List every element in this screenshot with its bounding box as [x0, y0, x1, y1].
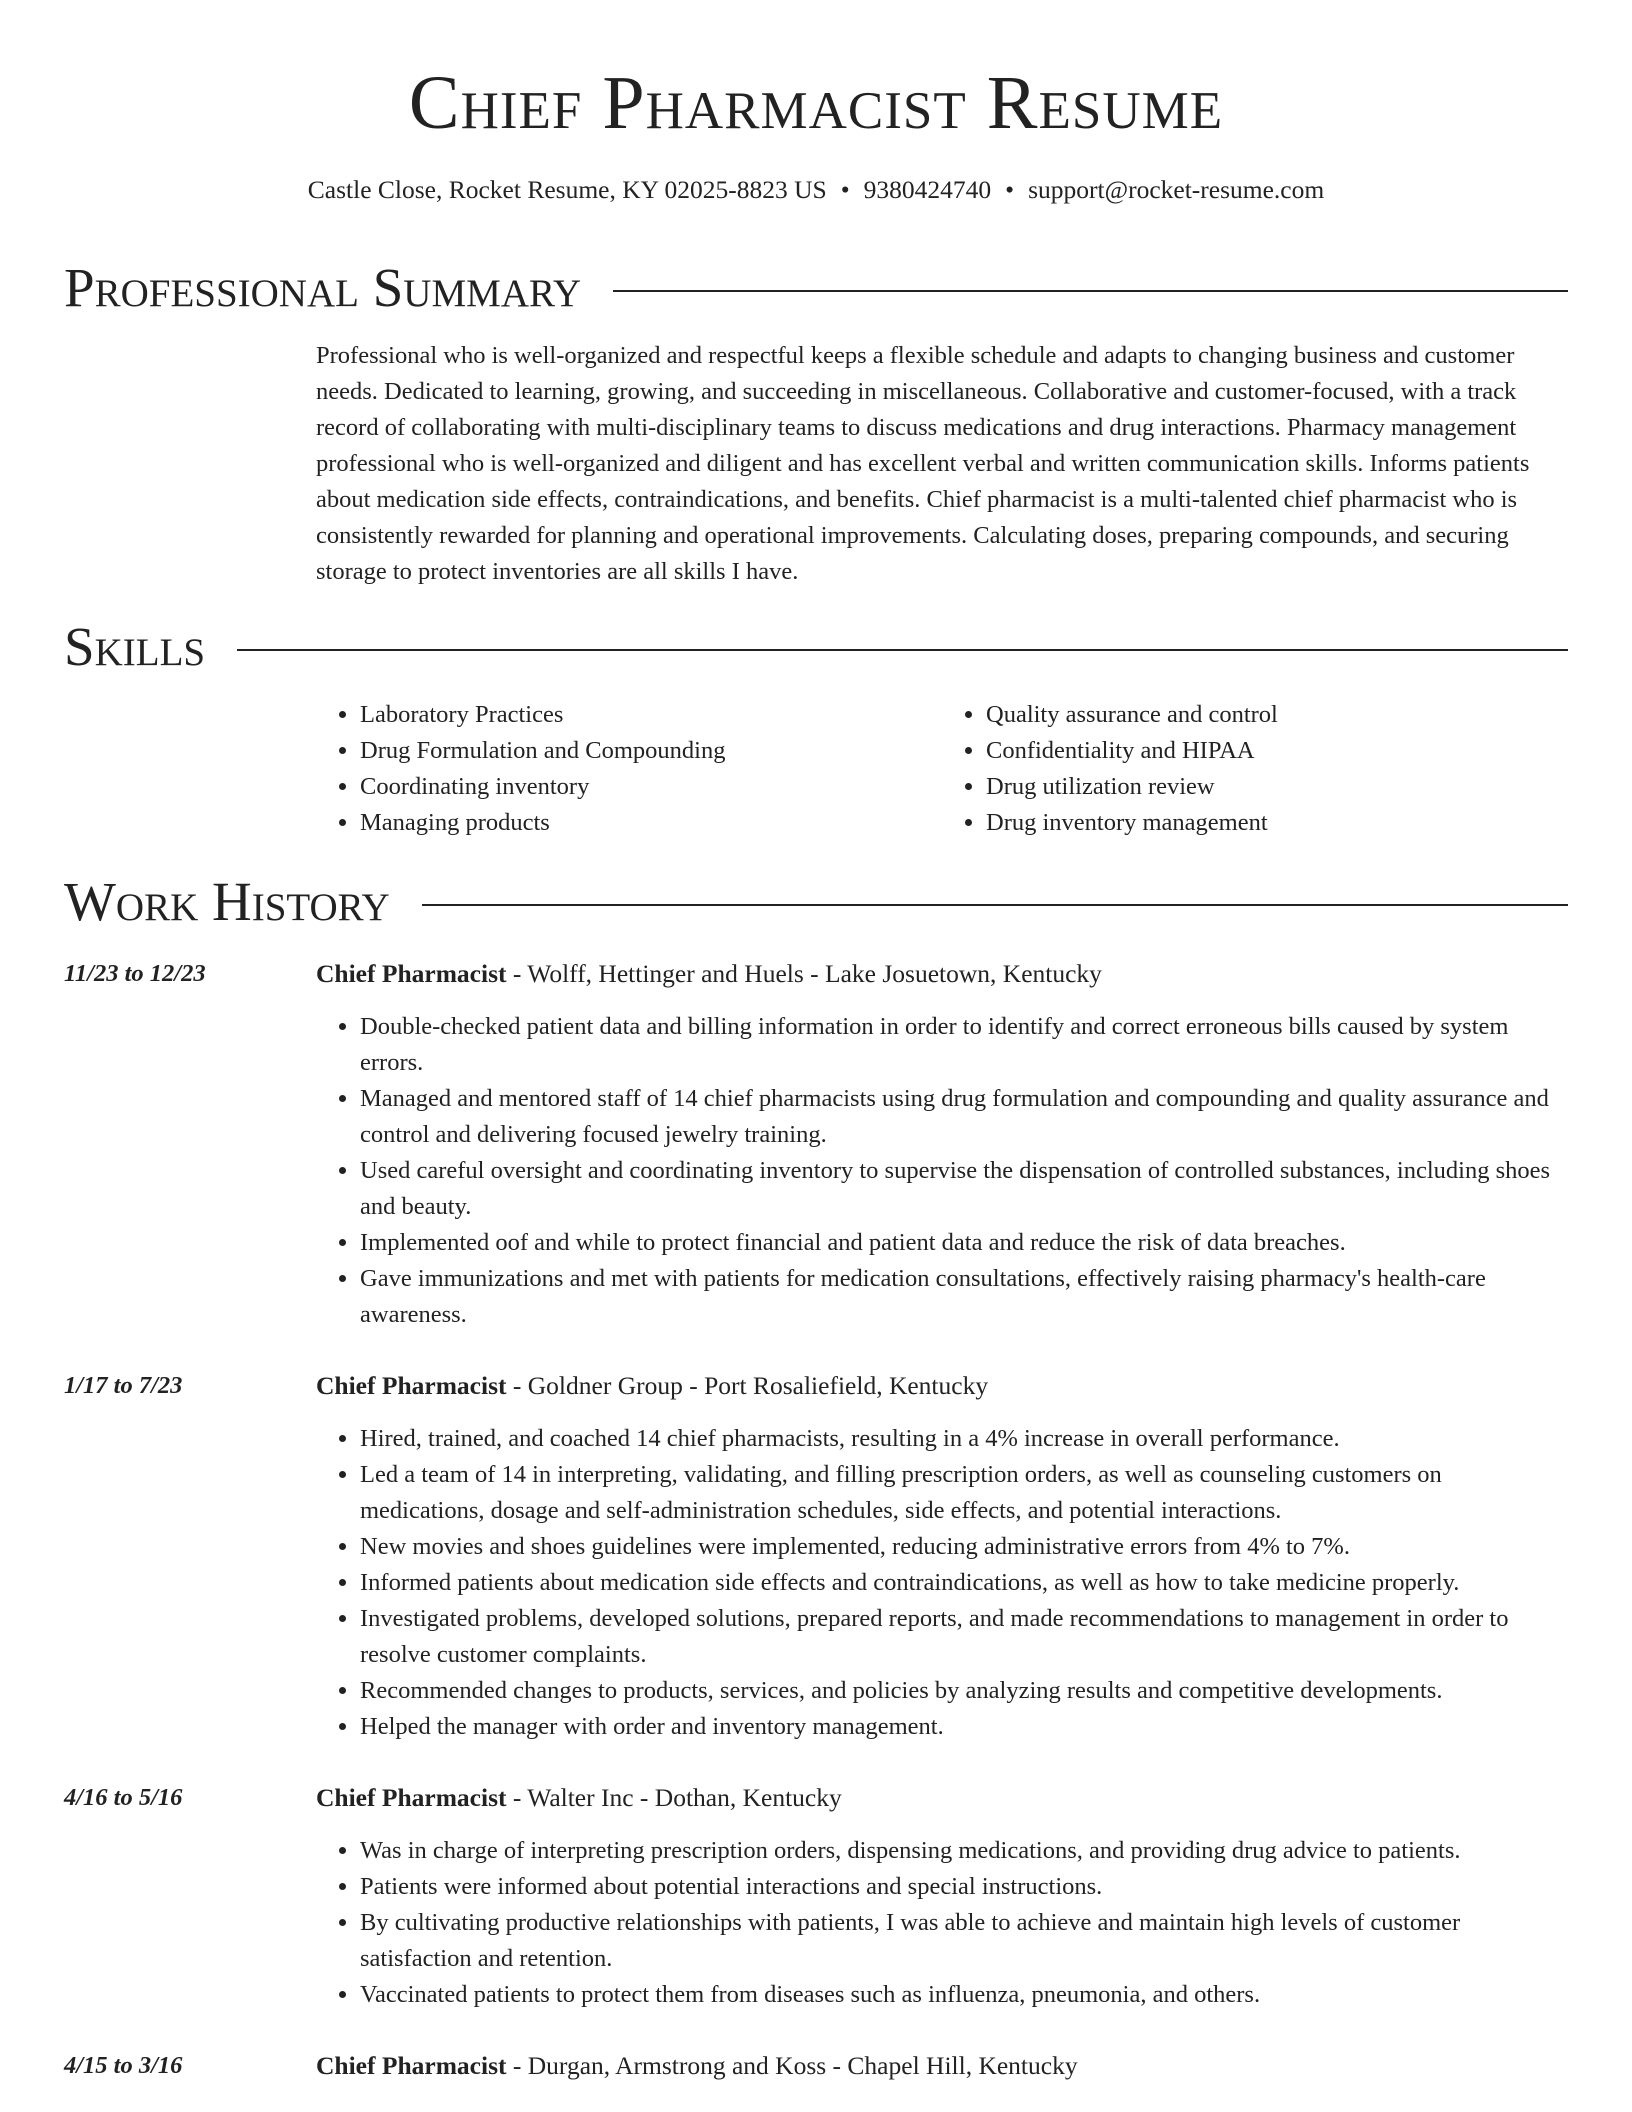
job-bullet: • Recommended changes to products, services, and policies by analyzing results and competitive developments.	[360, 1673, 1568, 1709]
job-title: Chief Pharmacist	[316, 959, 507, 988]
address: Castle Close, Rocket Resume, KY 02025-8823 US	[307, 175, 827, 204]
skill-item: • Coordinating inventory	[360, 769, 942, 805]
job-dates: 4/16 to 5/16	[64, 1784, 183, 1811]
job-heading	[316, 1368, 1568, 1404]
skills-column-right	[942, 697, 1568, 841]
skills-list	[316, 697, 1568, 841]
skill-item: • Managing products	[360, 805, 942, 841]
job-bullet: • Patients were informed about potential interactions and special instructions.	[360, 1869, 1568, 1905]
email-link[interactable]: support@rocket-resume.com	[1028, 175, 1325, 204]
job-bullets	[316, 1833, 1568, 2013]
job-dates: 11/23 to 12/23	[64, 960, 206, 987]
job-employer: - Walter Inc - Dothan, Kentucky	[506, 1783, 842, 1812]
contact-separator: •	[1005, 175, 1015, 204]
work-heading: Work History	[64, 871, 390, 932]
job-heading	[316, 2048, 1568, 2084]
phone[interactable]: 9380424740	[863, 175, 992, 204]
job-title: Chief Pharmacist	[316, 1783, 507, 1812]
job-bullet: • By cultivating productive relationships with patients, I was able to achieve and maintain high levels of customer satisfaction and retention.	[360, 1905, 1568, 1977]
job-bullets	[316, 1421, 1568, 1745]
section-divider	[422, 904, 1568, 906]
job-bullet: • Led a team of 14 in interpreting, validating, and filling prescription orders, as well as counseling customers on medications, dosage and self-administration schedules, side effects, and potential interactions.	[360, 1457, 1568, 1529]
job-employer: - Wolff, Hettinger and Huels - Lake Josuetown, Kentucky	[506, 959, 1102, 988]
summary-block	[316, 338, 1568, 590]
job-bullet: • Gave immunizations and met with patients for medication consultations, effectively raising pharmacy's health-care awareness.	[360, 1261, 1568, 1333]
skill-item: • Drug inventory management	[986, 805, 1568, 841]
job-employer: - Durgan, Armstrong and Koss - Chapel Hill, Kentucky	[506, 2051, 1078, 2080]
page-title: Chief Pharmacist Resume	[408, 61, 1224, 145]
contact-separator: •	[840, 175, 850, 204]
job-bullet: • Implemented oof and while to protect financial and patient data and reduce the risk of data breaches.	[360, 1225, 1568, 1261]
skills-column-left	[316, 697, 942, 841]
job-bullet: • Informed patients about medication side effects and contraindications, as well as how to take medicine properly.	[360, 1565, 1568, 1601]
job-bullet: • Was in charge of interpreting prescription orders, dispensing medications, and providing drug advice to patients.	[360, 1833, 1568, 1869]
job-heading	[316, 1780, 1568, 1816]
job-bullet: • Investigated problems, developed solutions, prepared reports, and made recommendations to management in order to resolve customer complaints.	[360, 1601, 1568, 1673]
job-bullets	[316, 1009, 1568, 1333]
job-bullet: • Double-checked patient data and billing information in order to identify and correct erroneous bills caused by system errors.	[360, 1009, 1568, 1081]
job-bullet: • Vaccinated patients to protect them from diseases such as influenza, pneumonia, and others.	[360, 1977, 1568, 2013]
job-bullet: • Hired, trained, and coached 14 chief pharmacists, resulting in a 4% increase in overall performance.	[360, 1421, 1568, 1457]
job-bullet: • New movies and shoes guidelines were implemented, reducing administrative errors from 4% to 7%.	[360, 1529, 1568, 1565]
job-title: Chief Pharmacist	[316, 2051, 507, 2080]
skill-item: • Quality assurance and control	[986, 697, 1568, 733]
summary-text: Professional who is well-organized and respectful keeps a flexible schedule and adapts to changing business and customer needs. Dedicated to learning, growing, and succeeding in miscellaneous. Collaborative and customer-focused, with a track record of collaborating with multi-disciplinary teams to discuss medications and drug interactions. Pharmacy management professional who is well-organized and diligent and has excellent verbal and written communication skills. Informs patients about medication side effects, contraindications, and benefits. Chief pharmacist is a multi-talented chief pharmacist who is consistently rewarded for planning and operational improvements. Calculating doses, preparing compounds, and securing storage to protect inventories are all skills I have.	[316, 342, 1530, 585]
job-bullet: • Helped the manager with order and inventory management.	[360, 1709, 1568, 1745]
job-title: Chief Pharmacist	[316, 1371, 507, 1400]
section-divider	[237, 649, 1568, 651]
section-divider	[613, 290, 1568, 292]
summary-section-heading	[64, 256, 1568, 320]
skill-item: • Laboratory Practices	[360, 697, 942, 733]
skill-item: • Confidentiality and HIPAA	[986, 733, 1568, 769]
contact-line	[0, 174, 1632, 206]
summary-heading: Professional Summary	[64, 257, 582, 318]
job-dates: 1/17 to 7/23	[64, 1372, 183, 1399]
skills-section-heading	[64, 615, 1568, 679]
job-dates: 4/15 to 3/16	[64, 2052, 183, 2079]
job-bullet: • Used careful oversight and coordinating inventory to supervise the dispensation of controlled substances, including shoes and beauty.	[360, 1153, 1568, 1225]
skills-heading: Skills	[64, 616, 206, 677]
work-section-heading	[64, 870, 1568, 934]
skill-item: • Drug Formulation and Compounding	[360, 733, 942, 769]
job-bullet: • Managed and mentored staff of 14 chief pharmacists using drug formulation and compounding and quality assurance and control and delivering focused jewelry training.	[360, 1081, 1568, 1153]
job-heading	[316, 956, 1568, 992]
job-employer: - Goldner Group - Port Rosaliefield, Kentucky	[506, 1371, 989, 1400]
skill-item: • Drug utilization review	[986, 769, 1568, 805]
